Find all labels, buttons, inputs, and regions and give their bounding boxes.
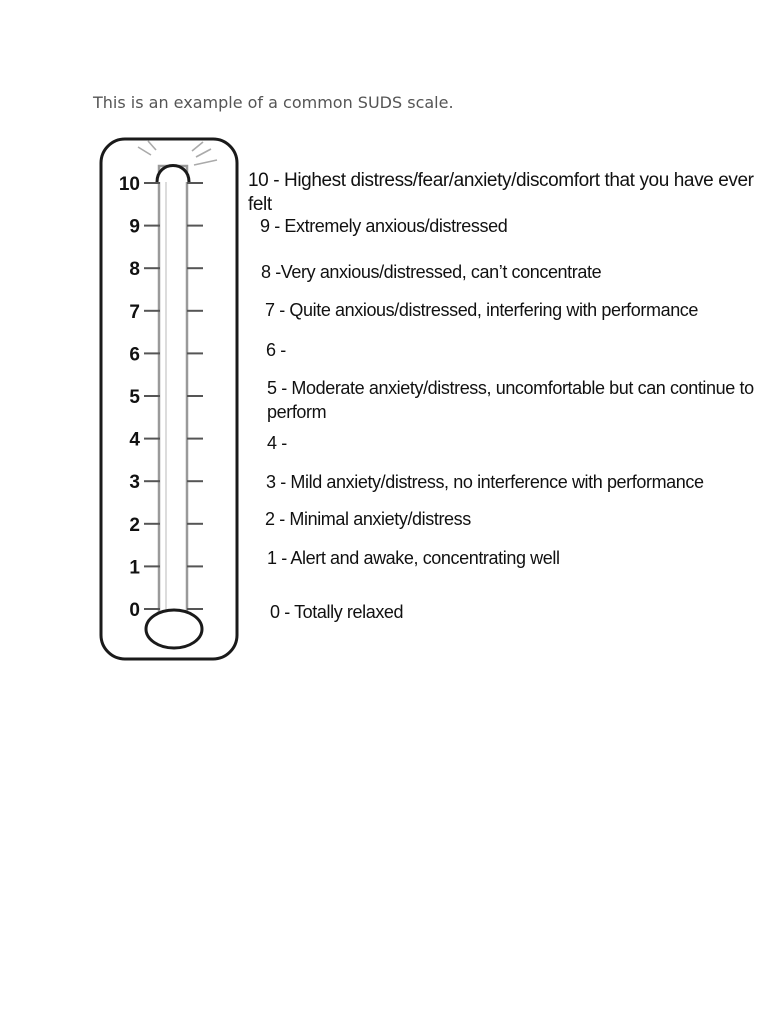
thermometer-bulb: [146, 610, 202, 648]
suds-level-3: 3 - Mild anxiety/distress, no interference with performance: [266, 472, 704, 492]
intro-text: This is an example of a common SUDS scale.: [93, 93, 454, 112]
tick-label-7: 7: [129, 301, 140, 323]
suds-level-2: 2 - Minimal anxiety/distress: [265, 509, 471, 529]
tick-label-5: 5: [129, 387, 140, 408]
suds-level-5: 5 - Moderate anxiety/distress, uncomfortable but can continue to: [267, 378, 754, 398]
thermometer-top-cap: [157, 166, 189, 183]
suds-level-9: 9 - Extremely anxious/distressed: [260, 216, 508, 236]
suds-level-10: 10 - Highest distress/fear/anxiety/discomfort that you have ever felt: [248, 170, 754, 215]
suds-level-7: 7 - Quite anxious/distressed, interfering with performance: [265, 300, 699, 320]
tick-label-4: 4: [129, 429, 140, 451]
thermometer-tube: [159, 166, 187, 618]
suds-level-5-continued: perform: [267, 402, 327, 422]
tick-label-10: 10: [118, 174, 140, 195]
suds-level-1: 1 - Alert and awake, concentrating well: [267, 548, 560, 568]
tick-label-6: 6: [129, 344, 140, 366]
suds-level-0: 0 - Totally relaxed: [270, 602, 404, 622]
tick-label-0: 0: [129, 600, 140, 621]
tick-label-2: 2: [129, 514, 140, 536]
suds-level-6: 6 -: [266, 340, 286, 360]
tick-label-1: 1: [129, 557, 140, 579]
suds-level-4: 4 -: [267, 433, 287, 453]
suds-level-8: 8 -Very anxious/distressed, can’t concentrate: [261, 262, 602, 282]
tick-label-3: 3: [129, 472, 140, 494]
tick-label-8: 8: [129, 259, 140, 281]
tick-label-9: 9: [129, 216, 140, 238]
